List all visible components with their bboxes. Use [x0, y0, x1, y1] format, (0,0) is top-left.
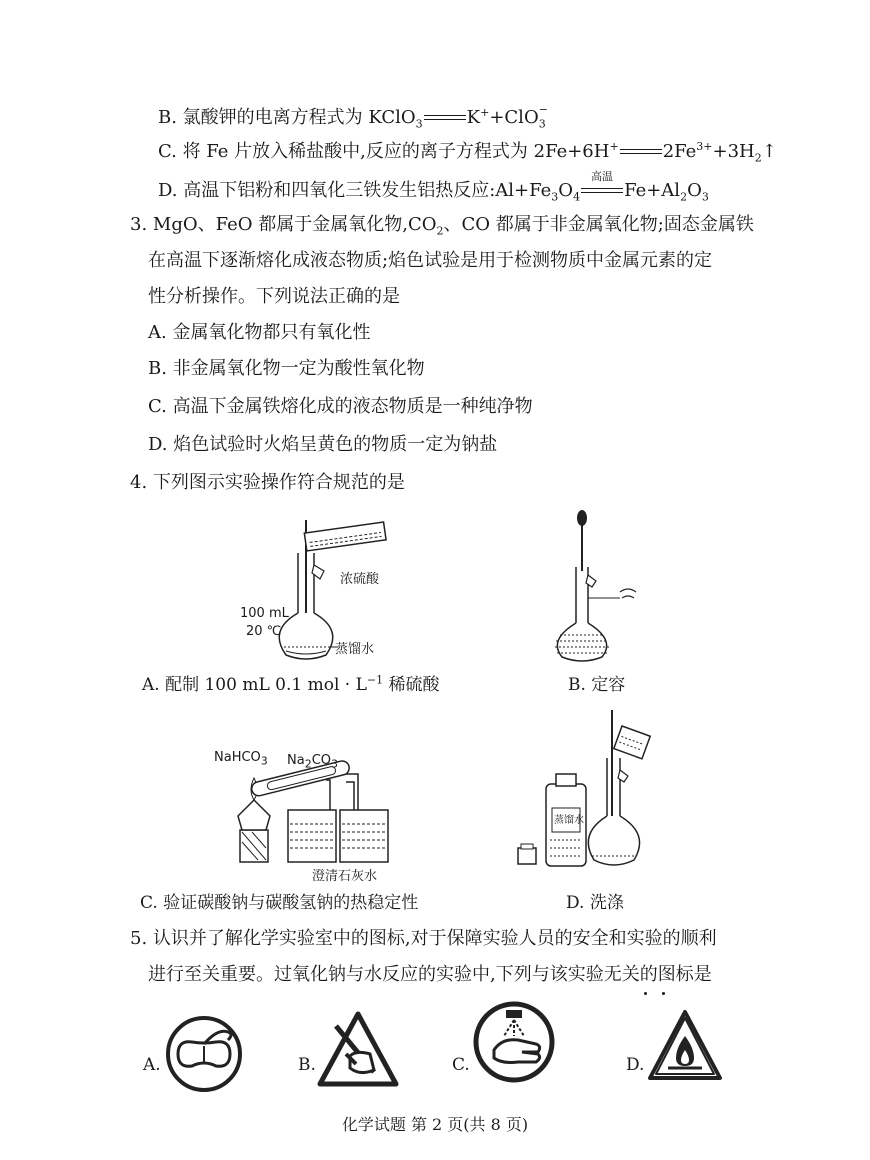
figure-c-heating-apparatus — [218, 760, 398, 865]
figure-d-washing — [512, 708, 662, 878]
q5-stem-line2: 进行至关重要。过氧化钠与水反应的实验中,下列与该实验无关的图标是 — [148, 964, 712, 985]
emphasis-dot — [644, 992, 647, 995]
q2-option-b: B. 氯酸钾的电离方程式为 KClO$_3$ K++ClO − $_3$ — [158, 103, 548, 131]
figure-b-volumetric-flask — [548, 505, 658, 665]
q5-option-d-letter: D. — [626, 1055, 645, 1075]
figure-a-label-acid: 浓硫酸 — [340, 572, 380, 587]
flammable-icon — [646, 1008, 724, 1086]
q3-option-c: C. 高温下金属铁熔化成的液态物质是一种纯净物 — [148, 396, 533, 417]
q4-stem: 4. 下列图示实验操作符合规范的是 — [130, 472, 405, 493]
q5-option-a-letter: A. — [143, 1055, 161, 1075]
figure-c-caption: C. 验证碳酸钠与碳酸氢钠的热稳定性 — [140, 893, 419, 913]
wash-hands-icon — [472, 1000, 556, 1084]
figure-d-bottle-label: 蒸馏水 — [554, 815, 584, 826]
figure-a-label-temp: 20 ℃ — [246, 624, 282, 639]
q3-option-d: D. 焰色试验时火焰呈黄色的物质一定为钠盐 — [148, 434, 498, 455]
page-footer: 化学试题 第 2 页(共 8 页) — [341, 1115, 529, 1134]
q2-option-d: D. 高温下铝粉和四氧化三铁发生铝热反应$:Al+Fe_3O_4$ 高温 $Fe+Al_2O_3$ — [158, 170, 709, 204]
figure-c-label-na2co3: $Na_2CO_3$ — [287, 753, 339, 771]
q3-stem-line3: 性分析操作。下列说法正确的是 — [148, 286, 400, 307]
q5-stem-line1: 5. 认识并了解化学实验室中的图标,对于保障实验人员的安全和实验的顺利 — [130, 928, 717, 949]
q5-option-b-letter: B. — [298, 1055, 316, 1075]
equals-arrow — [620, 145, 662, 159]
figure-c-label-nahco3: NaHCO$_3$ — [214, 750, 268, 768]
figure-a-caption: A. 配制 100 mL 0.1 mol · $L^{-1}$ 稀硫酸 — [142, 673, 440, 695]
equals-arrow — [424, 111, 466, 125]
figure-b-caption: B. 定容 — [568, 675, 626, 695]
goggles-icon — [164, 1014, 244, 1094]
q2-option-c: C. 将 Fe 片放入稀盐酸中,反应的离子方程式为 2Fe+6H+ $2Fe^{3+}+3H_2↑$ — [158, 140, 777, 165]
sharp-object-icon — [316, 1010, 400, 1090]
figure-a-label-water: 蒸馏水 — [335, 642, 375, 657]
q3-option-a: A. 金属氧化物都只有氧化性 — [148, 322, 371, 343]
q5-option-c-letter: C. — [452, 1055, 470, 1075]
q3-stem-line2: 在高温下逐渐熔化成液态物质;焰色试验是用于检测物质中金属元素的定 — [148, 250, 713, 271]
emphasis-dot — [662, 992, 665, 995]
figure-d-caption: D. 洗涤 — [566, 893, 624, 913]
figure-c-label-limewater: 澄清石灰水 — [312, 869, 378, 884]
figure-a-label-volume: 100 mL — [240, 606, 289, 621]
condition-arrow: 高温 — [581, 184, 623, 198]
q3-stem-line1: 3. MgO、FeO 都属于金属氧化物$,CO_2$、CO 都属于非金属氧化物;固态金属铁 — [130, 214, 754, 238]
q3-option-b: B. 非金属氧化物一定为酸性氧化物 — [148, 358, 425, 379]
